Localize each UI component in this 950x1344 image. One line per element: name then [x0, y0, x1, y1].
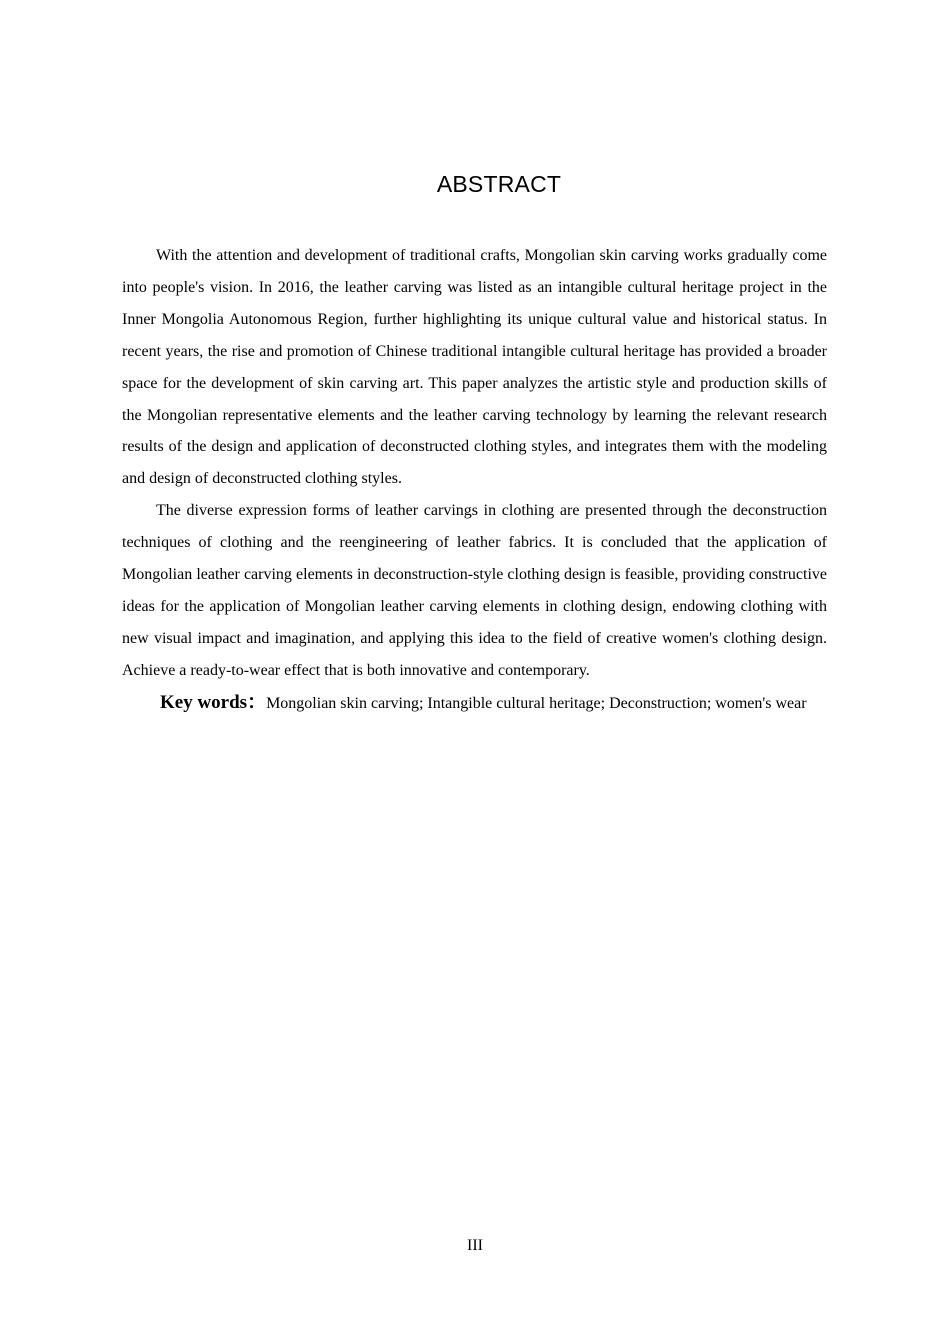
abstract-body — [122, 240, 827, 720]
abstract-paragraph-1: With the attention and development of traditional crafts, Mongolian skin carving works gradually come into people's vision. In 2016, the leather carving was listed as an intangible cultural heritage project in the Inner Mongolia Autonomous Region, further highlighting its unique cultural value and historical status. In recent years, the rise and promotion of Chinese traditional intangible cultural heritage has provided a broader space for the development of skin carving art. This paper analyzes the artistic style and production skills of the Mongolian representative elements and the leather carving technology by learning the relevant research results of the design and application of deconstructed clothing styles, and integrates them with the modeling and design of deconstructed clothing styles. — [122, 247, 827, 488]
keywords-line — [122, 687, 827, 720]
abstract-paragraph-2: The diverse expression forms of leather carvings in clothing are presented through the deconstruction techniques of clothing and the reengineering of leather fabrics. It is concluded that the application of Mongolian leather carving elements in deconstruction-style clothing design is feasible, providing constructive ideas for the application of Mongolian leather carving elements in clothing design, endowing clothing with new visual impact and imagination, and applying this idea to the field of creative women's clothing design. Achieve a ready-to-wear effect that is both innovative and contemporary. — [122, 502, 827, 679]
page-number: III — [467, 1237, 483, 1254]
keywords-text: Mongolian skin carving; Intangible cultural heritage; Deconstruction; women's wear — [266, 694, 807, 712]
abstract-title: ABSTRACT — [436, 171, 562, 197]
keywords-label: Key words： — [160, 691, 267, 713]
